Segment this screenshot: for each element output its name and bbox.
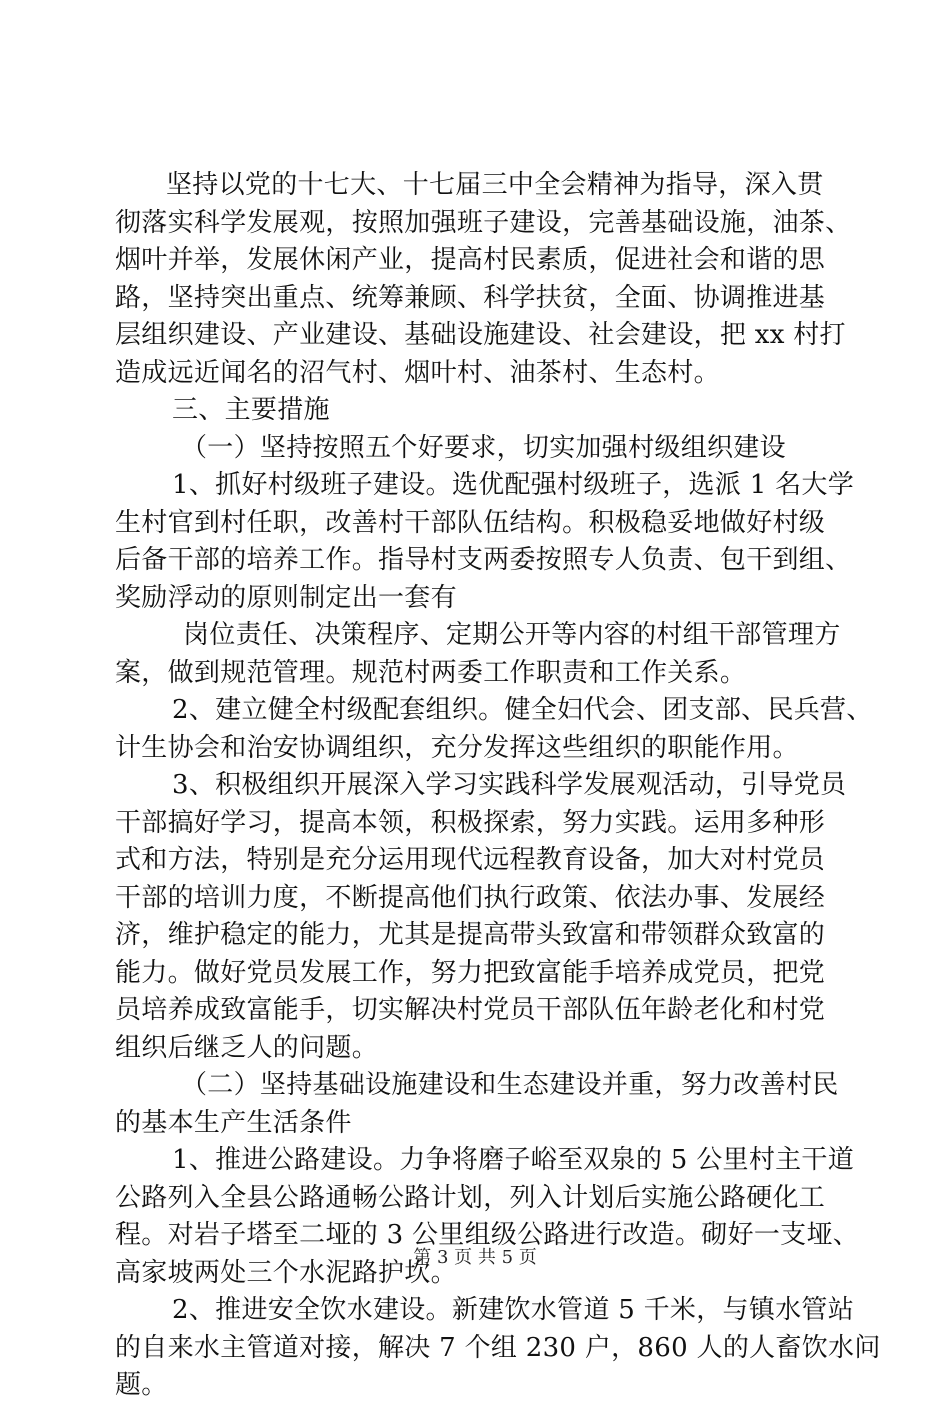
page-footer (0, 1247, 950, 1269)
paragraph-line: 式和方法，特别是充分运用现代远程教育设备，加大对村党员 (115, 845, 826, 875)
paragraph-line: 高家坡两处三个水泥路护坎。 (115, 1257, 457, 1288)
section-heading: 三、主要措施 (172, 395, 330, 425)
paragraph-line: 层组织建设、产业建设、基础设施建设、社会建设，把 xx 村打 (115, 320, 846, 350)
subsection-heading-continued: 的基本生产生活条件 (115, 1107, 352, 1138)
paragraph-line: 路，坚持突出重点、统筹兼顾、科学扶贫，全面、协调推进基 (115, 282, 826, 313)
page-number-label: 第 3 页 共 5 页 (413, 1247, 537, 1268)
paragraph-line: 生村官到村任职，改善村干部队伍结构。积极稳妥地做好村级 (115, 507, 826, 538)
paragraph-line: 公路列入全县公路通畅公路计划，列入计划后实施公路硬化工 (115, 1182, 826, 1213)
paragraph-line: 2、建立健全村级配套组织。健全妇代会、团支部、民兵营、 (172, 695, 873, 725)
paragraph-line: 奖励浮动的原则制定出一套有 (115, 582, 457, 613)
paragraph-line: 岗位责任、决策程序、定期公开等内容的村组干部管理方 (183, 620, 841, 650)
paragraph-line: 坚持以党的十七大、十七届三中全会精神为指导，深入贯 (166, 170, 824, 200)
paragraph-line: 1、推进公路建设。力争将磨子峪至双泉的 5 公里村主干道 (172, 1145, 855, 1175)
paragraph-line: 组织后继乏人的问题。 (115, 1032, 379, 1063)
subsection-heading: （一）坚持按照五个好要求，切实加强村级组织建设 (181, 432, 786, 463)
paragraph-line: 程。对岩子塔至二垭的 3 公里组级公路进行改造。砌好一支垭、 (115, 1220, 860, 1250)
paragraph-line: 3、积极组织开展深入学习实践科学发展观活动，引导党员 (172, 770, 847, 800)
paragraph-line: 题。 (115, 1370, 168, 1400)
paragraph-line: 计生协会和治安协调组织，充分发挥这些组织的职能作用。 (115, 732, 799, 763)
paragraph-line: 能力。做好党员发展工作，努力把致富能手培养成党员，把党 (115, 957, 826, 988)
paragraph-line: 彻落实科学发展观，按照加强班子建设，完善基础设施，油茶、 (115, 207, 852, 238)
paragraph-line: 案，做到规范管理。规范村两委工作职责和工作关系。 (115, 657, 747, 688)
paragraph-line: 2、推进安全饮水建设。新建饮水管道 5 千米，与镇水管站 (172, 1295, 855, 1325)
subsection-heading: （二）坚持基础设施建设和生态建设并重，努力改善村民 (181, 1070, 839, 1100)
paragraph-line: 烟叶并举，发展休闲产业，提高村民素质，促进社会和谐的思 (115, 245, 826, 275)
paragraph-line: 的自来水主管道对接，解决 7 个组 230 户，860 人的人畜饮水问 (115, 1332, 881, 1363)
paragraph-line: 干部的培训力度，不断提高他们执行政策、依法办事、发展经 (115, 882, 826, 913)
paragraph-line: 1、抓好村级班子建设。选优配强村级班子，选派 1 名大学 (172, 470, 855, 500)
document-body (115, 167, 881, 1405)
paragraph-line: 造成远近闻名的沼气村、烟叶村、油茶村、生态村。 (115, 357, 720, 388)
paragraph-line: 干部搞好学习，提高本领，积极探索，努力实践。运用多种形 (115, 807, 826, 838)
paragraph-line: 后备干部的培养工作。指导村支两委按照专人负责、包干到组、 (115, 545, 852, 575)
paragraph-line: 员培养成致富能手，切实解决村党员干部队伍年龄老化和村党 (115, 995, 826, 1025)
paragraph-line: 济，维护稳定的能力，尤其是提高带头致富和带领群众致富的 (115, 920, 826, 950)
